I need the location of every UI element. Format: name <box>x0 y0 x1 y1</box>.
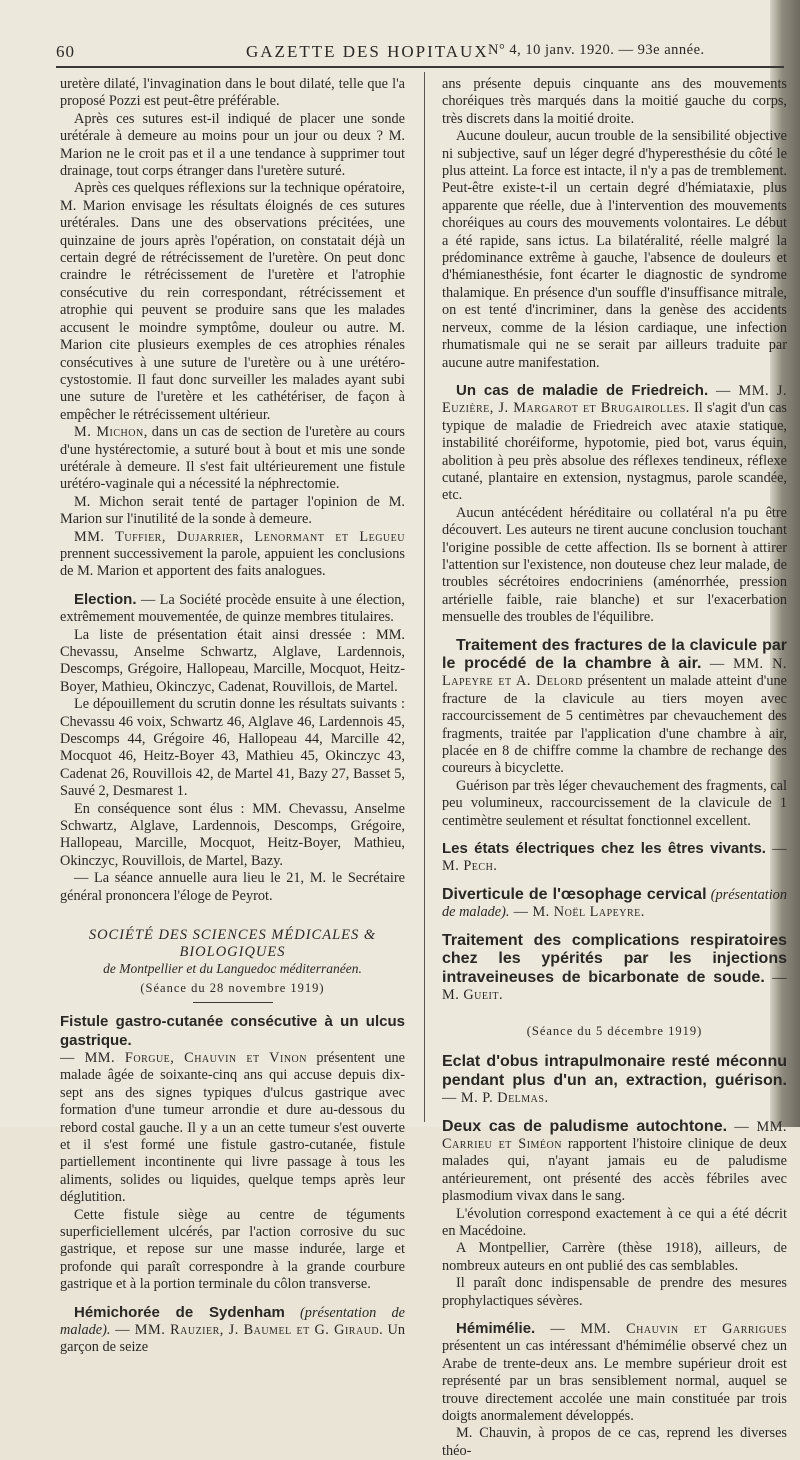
left-column <box>60 76 405 1357</box>
paragraph: M. Michon serait tenté de partager l'opinion de M. Marion sur l'inutilité de la sonde à demeure. <box>60 493 405 528</box>
paragraph <box>60 1013 405 1050</box>
paragraph: En conséquence sont élus : MM. Chevassu, Anselme Schwartz, Alglave, Lardennois, Descomps, Grégoire, Hallopeau, Marcille, Mocquot, Heitz-Boyer, Mathieu, Okinczyc, Rouvillois, de Martel, Bazy. <box>60 800 405 869</box>
paragraph <box>442 637 787 778</box>
section-heading: Deux cas de paludisme autochtone. <box>442 1117 728 1135</box>
spacer <box>442 1108 787 1118</box>
paragraph: Guérison par très léger chevauchement des fragments, cal peu volumineux, raccourcissement de la clavicule de 1 centimètre seulement et résultat fonctionnel excellent. <box>442 777 787 829</box>
spacer <box>60 581 405 591</box>
paragraph <box>60 1304 405 1357</box>
paragraph-text: , dans un cas de section de l'uretère au cours d'une hystérectomie, a suturé bout à bout et mis une sonde urétérale à demeure. Il s'est fait ultérieurement une fistule urétéro-vaginale qui a nécessité la néphrectomie. <box>60 424 405 493</box>
paragraph: Cette fistule siège au centre de téguments superficiellement ulcérés, par l'action corrosive du suc gastrique, et repose sur une masse indurée, large et profonde qui paraît correspondre à la grande courbure gastrique et à la portion terminale du côlon transverse. <box>60 1206 405 1293</box>
paragraph <box>442 840 787 876</box>
author-names: — M. Gueit. <box>442 969 787 1003</box>
section-heading: Diverticule de l'œsophage cervical <box>442 885 707 903</box>
paragraph-text: présentent un cas intéressant d'hémimélie observé chez un Arabe de trente-deux ans. Le membre supérieur droit est représenté par un bras sensiblement normal, auquel se trouve directement accolée une main constituée par trois doigts anormalement développés. <box>442 1338 787 1425</box>
section-heading: Hémimélie. <box>456 1320 536 1337</box>
section-heading: Election. <box>74 590 137 608</box>
divider <box>193 1002 273 1003</box>
paragraph: M. Chauvin, à propos de ce cas, reprend les diverses théo- <box>442 1425 787 1459</box>
spacer <box>442 1004 787 1020</box>
section-heading: Traitement des complications respiratoires chez les ypérités par les injections intraveineuses de bicarbonate de soude. <box>442 931 787 986</box>
paragraph: uretère dilaté, l'invagination dans le bout dilaté, telle que l'a proposé Pozzi est peut-être préférable. <box>60 76 405 110</box>
paragraph: Le dépouillement du scrutin donne les résultats suivants : Chevassu 46 voix, Schwartz 46, Alglave 46, Lardennois 45, Descomps 44, Grégoire 46, Hallopeau 44, Marcille 42, Mocquot 46, Heitz-Boyer 43, Mathieu 45, Okinczyc 43, Cadenat 26, Rouvillois 42, de Martel 41, Bazy 27, Basset 5, Sauvé 2, Desmarest 1. <box>60 696 405 800</box>
society-subtitle: de Montpellier et du Languedoc méditerranéen. <box>103 961 362 977</box>
section-heading: Hémichorée de Sydenham <box>74 1303 285 1321</box>
paragraph: A Montpellier, Carrère (thèse 1918), ailleurs, de nombreux auteurs en ont publié des cas semblables. <box>442 1240 787 1274</box>
author-names: — M. P. Delmas. <box>442 1090 549 1107</box>
paragraph: Après ces quelques réflexions sur la technique opératoire, M. Marion envisage les résultats éloignés de ces sutures urétérales. Dans une des observations précitées, une quinzaine de jours après l'opération, on constatait déjà un certain degré de rétrécissement de l'uretère. On peut donc craindre le rétrécissement de l'uretère et l'atrophie consécutive du rein correspondant, rétrécissement et atrophie qui peuvent se produire sans que les malades accusent le moindre symptôme, douleur ou autre. M. Marion cite plusieurs exemples de ces atrophies rénales consécutives à une suture de l'uretère ou à une urétéro-cystostomie. Il faut donc surveiller les malades ayant subi une suture de l'uretère et les cathétériser, de façon à empêcher le rétrécissement ultérieur. <box>60 180 405 423</box>
section-heading: Traitement des fractures de la clavicule par le procédé de la chambre à air. <box>442 636 787 672</box>
presentation-note: (présentation de malade). <box>60 1304 405 1338</box>
paragraph <box>442 932 787 1005</box>
author-names: — MM. Carrieu et Siméon <box>442 1118 787 1152</box>
paragraph: ans présente depuis cinquante ans des mouvements choréiques très marqués dans la moitié gauche du corps, très discrets dans la moitié droite. <box>442 76 787 127</box>
header-rule <box>56 66 784 68</box>
spacer <box>442 1310 787 1320</box>
paragraph <box>60 529 405 581</box>
section-heading: Fistule gastro-cutanée consécutive à un ulcus gastrique. <box>60 1013 405 1049</box>
paragraph: La liste de présentation était ainsi dressée : MM. Chevassu, Anselme Schwartz, Alglave, Lardennois, Descomps, Grégoire, Hallopeau, Marcille, Mocquot, Heitz-Boyer, Mathieu, Okinczyc, Cadenat, Rouvillois, de Martel. <box>60 626 405 695</box>
paragraph-text: présentent un malade atteint d'une fracture de la clavicule au tiers moyen avec raccourcissement de 5 centimètres par chevauchement des fragments, traitée par l'application d'une chambre à air, placée en 8 de chiffre comme la chambre de rechange des coureurs à bicyclette. <box>442 673 787 777</box>
paragraph-text: — La Société procède ensuite à une élection, extrêmement mouvementée, de quinze membres titulaires. <box>60 591 405 626</box>
author-names: — M. Pech. <box>442 841 788 875</box>
society-title: SOCIÉTÉ DES SCIENCES MÉDICALES & BIOLOGIQUES <box>88 927 377 961</box>
session-date: (Séance du 5 décembre 1919) <box>526 1024 703 1039</box>
spacer <box>442 627 787 637</box>
spacer <box>60 905 405 921</box>
paragraph-text: présentent une malade âgée de soixante-cinq ans qui accuse depuis dix-sept ans des signes typiques d'ulcus gastrique avec formation d'une tumeur arrondie et dure au-dessous du rebord costal gauche. Il y a un an cette tumeur s'est ouverte et il s'est formé une fistule gastro-cutanée, fistule partiellement incontinente qui livre passage à tous les aliments, solides ou liquides, quelque temps après leur déglutition. <box>60 1049 406 1206</box>
spacer <box>442 372 787 382</box>
paragraph-text: Il s'agit d'un cas typique de maladie de Friedreich avec ataxie statique, instabilité choréiforme, hypotomie, pied bot, varus équin, abolition à peu près absolue des réflexes tendineux, réflexe cutané, plantaire en extension, nystagmus, parole scandée, etc. <box>442 400 787 504</box>
journal-title: GAZETTE DES HOPITAUX <box>246 42 489 61</box>
page-number: 60 <box>56 42 75 61</box>
author-names: — MM. Rauzier, J. Baumel et G. Giraud. <box>110 1322 384 1338</box>
paragraph: L'évolution correspond exactement à ce qui a été décrit en Macédoine. <box>442 1205 787 1239</box>
issue-line: N° 4, 10 janv. 1920. — 93e année. <box>488 42 705 58</box>
paragraph: Après ces sutures est-il indiqué de placer une sonde urétérale à demeure au moins pour un jour ou deux ? M. Marion ne le croit pas et il a une tendance à supprimer tout drainage, tout corps étranger dans l'uretère suturé. <box>60 110 405 180</box>
section-heading: Eclat d'obus intrapulmonaire resté méconnu pendant plus d'un an, extraction, guérison. <box>442 1053 787 1089</box>
author-names: — MM. J. Euzière, J. Margarot et Brugairolles. <box>442 382 787 417</box>
paragraph: Aucun antécédent héréditaire ou collatéral n'a pu être découvert. Les auteurs ne tirent aucune conclusion touchant l'origine possible de cette affection. Ils se bornent à attirer l'attention sur l'existence, non douteuse chez leur malade, de troubles sécrétoires endocriniens (aménorrhée, pression artérielle faible, raie blanche) et sur l'exacerbation mensuelle des troubles de l'équilibre. <box>442 504 787 626</box>
paragraph <box>60 591 405 627</box>
author-names: — MM. Chauvin et Garrigues <box>535 1321 787 1337</box>
paragraph <box>60 1050 405 1207</box>
paragraph: — La séance annuelle aura lieu le 21, M. le Secrétaire général prononcera l'éloge de Peyrot. <box>60 870 405 904</box>
paragraph: Aucune douleur, aucun trouble de la sensibilité objective ni subjective, sauf un léger degré d'hyperesthésie du côté le plus atteint. La force est intacte, il n'y a pas de tremblement. Peut-être existe-t-il un certain degré d'hémiataxie, plus apparente que réelle, due à l'intervention des mouvements choréiques au cours des mouvements volontaires. Le début a été rapide, sans ictus. La bilatéralité, réelle malgré la prédominance extrême à gauche, l'absence de douleurs et d'hémianesthésie, font écarter le diagnostic de syndrome thalamique. En présence d'un souffle d'insuffisance mitrale, on est tenté d'incriminer, dans la genèse des accidents nerveux, comme de la lésion cardiaque, une infection rhumatismale qui ne se serait par ailleurs traduite par aucune autre manifestation. <box>442 128 787 371</box>
column-divider <box>424 72 425 1122</box>
session-date: (Séance du 28 novembre 1919) <box>140 981 325 996</box>
author-names: — MM. Forgue, Chauvin et Vinon <box>60 1049 308 1066</box>
presentation-note: (présentation de malade). <box>442 886 787 921</box>
author-name: M. Michon <box>74 424 144 441</box>
spacer <box>442 876 787 886</box>
author-names: — M. Noël Lapeyre. <box>509 904 645 921</box>
section-heading: Les états électriques chez les êtres vivants. <box>442 840 766 858</box>
spacer <box>442 830 787 840</box>
author-names: — MM. N. Lapeyre et A. Delord <box>442 656 788 690</box>
paragraph <box>442 886 787 922</box>
paragraph <box>442 1053 787 1107</box>
paragraph: Il paraît donc indispensable de prendre des mesures prophylactiques sévères. <box>442 1275 787 1309</box>
paragraph <box>60 424 405 494</box>
spacer <box>442 1043 787 1053</box>
spacer <box>442 922 787 932</box>
section-heading: Un cas de maladie de Friedreich. <box>456 381 709 399</box>
paragraph-text: rapportent l'histoire clinique de deux malades qui, n'ayant jamais eu de paludisme antérieurement, ont présenté des accès fébriles avec plasmodium vivax dans le sang. <box>442 1135 787 1205</box>
paragraph-text: prennent successivement la parole, appuient les conclusions de M. Marion et apportent des faits analogues. <box>60 545 405 580</box>
paragraph-text: Un garçon de seize <box>60 1322 405 1356</box>
spacer <box>60 1294 405 1304</box>
author-names: MM. Tuffier, Dujarrier, Lenormant et Legueu <box>74 528 405 545</box>
paragraph <box>442 1320 787 1425</box>
paragraph <box>442 382 787 505</box>
right-column <box>442 76 787 1460</box>
page-header <box>56 40 756 62</box>
paragraph <box>442 1118 787 1206</box>
